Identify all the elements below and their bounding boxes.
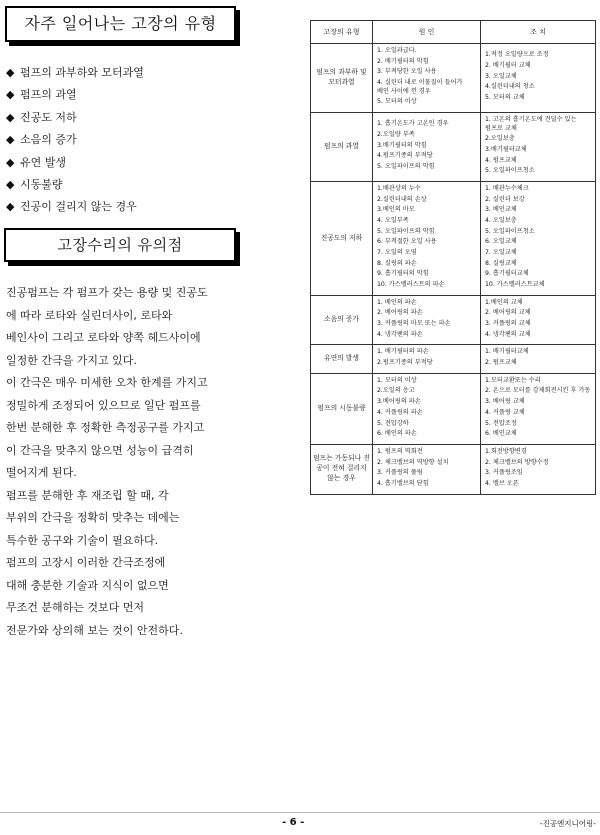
cause-item: 2. 체크밸브의 역방향 설치 [377, 458, 449, 466]
cause-cell [373, 444, 481, 494]
cause-item: 9. 흡기필터의 막힘 [377, 270, 429, 278]
action-item: 1.베인의 교체 [485, 298, 523, 306]
action-item: 2. 체크밸브의 방향수정 [485, 458, 549, 466]
cause-item: 3. 커플링의 풀림 [377, 469, 423, 477]
action-cell [481, 345, 596, 373]
paragraph-line: 진공펌프는 각 펌프가 갖는 용량 및 진공도 [6, 286, 208, 299]
action-item: 1. 고온의 흡기온도에 견딜수 있는 펌프로 교체 [485, 116, 577, 132]
footer-brand: -진공엔지니어링- [539, 819, 596, 828]
fault-type-cell: 진공도의 저하 [311, 182, 373, 296]
paragraph-line: 정밀하게 조정되어 있으므로 일단 펌프를 [6, 398, 201, 412]
action-item: 2. 배기필터 교체 [485, 62, 531, 69]
paragraph-line: 전문가와 상의해 보는 것이 안전하다. [6, 623, 183, 637]
action-cell [481, 444, 596, 494]
cause-item: 3. 커플링의 마모 또는 파손 [377, 320, 451, 328]
cause-item: 2. 베어링의 파손 [377, 309, 423, 317]
action-item: 2. 베어링의 교체 [485, 309, 531, 317]
header-type: 고장의 유형 [311, 21, 373, 44]
cause-item: 4.펌프기종의 부적당 [377, 152, 433, 160]
action-item: 2.오일보충 [485, 135, 515, 143]
cause-item: 3.배기필터의 막힘 [377, 141, 427, 149]
fault-type-label: 펌프의 과부하와 모터과열 [20, 66, 144, 79]
action-item: 4.실린더내의 청소 [485, 83, 535, 91]
action-item: 2. 펌프교체 [485, 359, 517, 367]
cause-item: 1. 흡기온도가 고온인 경우 [377, 120, 449, 128]
paragraph-line: 떨어지게 된다. [6, 466, 77, 479]
cause-item: 5. 전압강하 [377, 419, 409, 427]
diamond-bullet-icon: ◆ [6, 133, 15, 147]
action-item: 4. 커플링 교체 [485, 408, 525, 416]
fault-type-cell: 펌프는 가동되나 진공이 전혀 걸리지 않는 경우 [311, 444, 373, 494]
cause-item: 2.펌프기종의 부적당 [377, 359, 433, 367]
action-item: 6. 오일교체 [485, 238, 517, 246]
action-item: 5. 오일파이프청소 [485, 227, 535, 235]
fault-type-label: 진공이 걸리지 않는 경우 [20, 200, 137, 214]
cause-item: 4. 실린더 내로 이물질이 들어가 베인 사이에 낀 경우 [377, 79, 463, 95]
action-item: 1.회전방향변경 [485, 447, 527, 455]
page-title: 자주 일어나는 고장의 유형 [5, 6, 236, 42]
cause-item: 1. 펌프의 역회전 [377, 447, 423, 455]
cause-cell [373, 113, 481, 182]
action-item: 1.모터교환또는 수리 [485, 376, 541, 384]
action-cell [481, 113, 596, 182]
fault-type-cell: 펌프의 과부하 및 모터과열 [311, 44, 373, 113]
diamond-bullet-icon: ◆ [6, 88, 15, 102]
table-row [311, 113, 596, 182]
cause-cell [373, 295, 481, 345]
header-action: 조 치 [481, 21, 596, 44]
paragraph-line: 특수한 공구와 기술이 필요하다. [6, 533, 159, 547]
paragraph-line: 이 간극은 매우 미세한 오차 한계를 가지고 [6, 376, 208, 389]
fault-type-cell: 유연의 발생 [311, 345, 373, 373]
action-item: 1. 배기필터교체 [485, 348, 529, 356]
fault-type-label: 진공도 저하 [20, 110, 77, 124]
action-item: 8. 실링교체 [485, 259, 517, 267]
paragraph-line: 부위의 간극을 정확히 맞추는 데에는 [6, 511, 180, 524]
action-item: 10. 가스밸러스트교체 [485, 281, 545, 289]
action-item: 3. 커플링의 교체 [485, 320, 531, 328]
cause-item: 5. 오일파이프의 막힘 [377, 227, 435, 235]
cause-cell [373, 44, 481, 113]
footer-divider [0, 812, 600, 813]
table-row [311, 182, 596, 296]
paragraph-line: 한번 분해한 후 정확한 측정공구를 가지고 [6, 421, 205, 434]
cause-item: 3.베어링의 파손 [377, 398, 421, 406]
fault-type-cell: 펌프의 시동불량 [311, 373, 373, 444]
fault-type-label: 소음의 증가 [20, 133, 77, 147]
repair-notes-paragraph [6, 282, 301, 642]
paragraph-line: 펌프의 고장시 이러한 간극조정에 [6, 556, 166, 569]
table-row [311, 295, 596, 345]
action-item: 3. 커플링조임 [485, 469, 523, 477]
action-item: 3.배기필터교체 [485, 146, 527, 154]
action-item: 5. 오일파이프청소 [485, 167, 535, 175]
action-item: 5. 전압조정 [485, 419, 517, 427]
cause-item: 6. 베인의 파손 [377, 430, 417, 438]
cause-item: 4. 냉각팬의 파손 [377, 330, 423, 338]
cause-item: 5. 모터의 이상 [377, 98, 417, 106]
action-item: 5. 모터의 교체 [485, 94, 525, 102]
cause-item: 2. 배기필터의 막힘 [377, 57, 429, 65]
diamond-bullet-icon: ◆ [6, 200, 15, 214]
fault-type-item [6, 129, 296, 151]
fault-type-label: 시동불량 [20, 177, 63, 191]
action-item: 2. 온으로 모터를 강제회전시킨 후 가동 [485, 387, 591, 395]
fault-type-item [6, 84, 296, 106]
fault-type-list [6, 62, 296, 219]
cause-item: 2.실린더내의 손상 [377, 195, 427, 203]
cause-item: 7. 오일의 오염 [377, 249, 417, 257]
action-item: 4. 펌프교체 [485, 156, 517, 164]
paragraph-line: 이 간극을 맞추지 않으면 성능이 급격히 [6, 443, 194, 457]
paragraph-line: 펌프를 분해한 후 재조립 할 때, 각 [6, 488, 169, 502]
cause-item: 4. 커플링의 파손 [377, 408, 423, 416]
cause-item: 6. 부적절한 오일 사용 [377, 238, 437, 246]
cause-item: 2.오일량 부족 [377, 131, 415, 139]
cause-item: 8. 실링의 파손 [377, 259, 417, 267]
fault-type-item [6, 174, 296, 196]
table-row [311, 345, 596, 373]
action-item: 3. 오일교체 [485, 72, 517, 80]
cause-item: 4. 오일부족 [377, 217, 409, 225]
action-item: 3. 베어링 교체 [485, 398, 525, 406]
repair-notes-title: 고장수리의 유의점 [4, 228, 236, 262]
troubleshooting-table [310, 20, 596, 495]
cause-item: 2.오일의 응고 [377, 387, 415, 395]
cause-item: 1. 배기필터의 파손 [377, 348, 429, 356]
action-cell [481, 44, 596, 113]
cause-item: 3. 부적당한 오일 사용 [377, 68, 437, 76]
table-row [311, 373, 596, 444]
fault-type-item [6, 62, 296, 84]
table-header-row [311, 21, 596, 44]
action-item: 1.적정 오일량으로 조정 [485, 51, 549, 59]
cause-item: 3.베인의 마모 [377, 206, 415, 214]
action-cell [481, 182, 596, 296]
action-item: 4. 밸브 오픈 [485, 479, 519, 487]
paragraph-line: 무조건 분해하는 것보다 먼저 [6, 601, 145, 614]
cause-cell [373, 182, 481, 296]
action-cell [481, 295, 596, 345]
cause-cell [373, 345, 481, 373]
fault-type-label: 펌프의 과열 [20, 88, 77, 102]
fault-type-label: 유연 발생 [20, 155, 67, 169]
action-item: 4. 오일보충 [485, 217, 517, 225]
diamond-bullet-icon: ◆ [6, 66, 15, 79]
action-item: 3. 베인교체 [485, 206, 517, 214]
cause-item: 1. 베인의 파손 [377, 298, 417, 306]
diamond-bullet-icon: ◆ [6, 155, 15, 169]
action-item: 4. 냉각팬의 교체 [485, 330, 531, 338]
cause-item: 4. 흡기밸브의 닫힘 [377, 479, 429, 487]
action-cell [481, 373, 596, 444]
table-row [311, 444, 596, 494]
action-item: 6. 베인교체 [485, 430, 517, 438]
action-item: 7. 오일교체 [485, 249, 517, 257]
paragraph-line: 대해 충분한 기술과 지식이 없으면 [6, 578, 169, 592]
fault-type-item [6, 196, 296, 218]
cause-item: 5. 오일파이프의 막힘 [377, 163, 435, 171]
action-item: 9. 흡기필터교체 [485, 270, 529, 278]
cause-item: 1. 모터의 이상 [377, 376, 417, 384]
cause-item: 1.배관상의 누수 [377, 185, 421, 193]
paragraph-line: 일정한 간극을 가지고 있다. [6, 353, 137, 367]
diamond-bullet-icon: ◆ [6, 110, 15, 124]
cause-cell [373, 373, 481, 444]
table-row [311, 44, 596, 113]
action-item: 1. 배관누수체크 [485, 185, 529, 193]
paragraph-line: 에 따라 로타와 실린더사이, 로타와 [6, 308, 173, 322]
action-item: 2. 실린더 보강 [485, 195, 525, 203]
fault-type-item [6, 107, 296, 129]
fault-type-item [6, 152, 296, 174]
header-cause: 원 인 [373, 21, 481, 44]
fault-type-cell: 소음의 증가 [311, 295, 373, 345]
cause-item: 1. 오일과급다. [377, 47, 417, 54]
fault-type-cell: 펌프의 과열 [311, 113, 373, 182]
cause-item: 10. 가스밸러스트의 파손 [377, 281, 445, 289]
paragraph-line: 베인사이 그리고 로타와 양쪽 헤드사이에 [6, 331, 201, 344]
page-number: - 6 - [282, 817, 305, 828]
diamond-bullet-icon: ◆ [6, 177, 15, 191]
